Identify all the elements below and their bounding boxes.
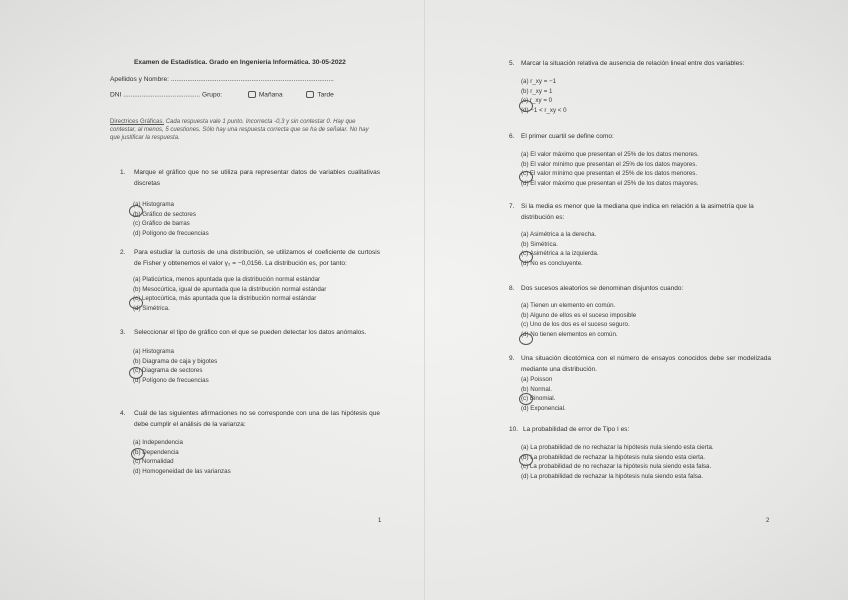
option-c[interactable]: (c) Normalidad xyxy=(133,458,174,466)
instructions-text: Cada respuesta vale 1 punto. Incorrecta -0,3 y sin contestar 0. Hay que contestar, al menos, 5 cuestiones. Sólo hay una respuesta correcta que se ha de señalar. No hay que justificar la respuesta. xyxy=(110,119,369,142)
question-number: 3. xyxy=(120,329,126,336)
option-d[interactable]: (d) Homogeneidad de las varianzas xyxy=(133,467,231,475)
option-c[interactable]: (c) r_xy = 0 xyxy=(521,97,553,105)
question-2 xyxy=(120,247,380,313)
option-b[interactable]: (b) Simétrica. xyxy=(521,240,558,248)
question-7 xyxy=(509,201,771,268)
option-c[interactable]: (c) Uno de los dos es el suceso seguro. xyxy=(521,321,630,329)
question-8 xyxy=(509,283,771,339)
afternoon-label: Tarde xyxy=(317,91,334,99)
question-text: Una situación dicotómica con el número de ensayos conocidos debe ser modelizada mediante una distribución. xyxy=(521,355,771,373)
option-a[interactable]: (a) Tienen un elemento en común. xyxy=(521,302,616,309)
answer-circle-q2 xyxy=(129,297,143,309)
morning-checkbox[interactable] xyxy=(248,91,256,98)
option-a[interactable]: (a) Platicúrtica, menos apuntada que la distribución normal estándar xyxy=(133,276,321,283)
option-b[interactable]: (b) r_xy = 1 xyxy=(521,87,553,95)
option-c[interactable]: (c) La probabilidad de no rechazar la hipótesis nula siendo esta falsa. xyxy=(521,463,712,471)
question-number: 1. xyxy=(120,169,126,176)
answer-circle-q4 xyxy=(131,448,145,460)
question-9 xyxy=(509,353,771,413)
answer-circle-q1 xyxy=(129,205,143,217)
question-number: 9. xyxy=(509,355,515,362)
question-number: 2. xyxy=(120,249,126,256)
option-d[interactable]: (d) Simétrica. xyxy=(133,304,170,312)
question-4 xyxy=(120,408,380,476)
exam-page-2 xyxy=(424,0,848,600)
option-a[interactable]: (a) Histograma xyxy=(133,201,174,208)
question-text: La probabilidad de error de Tipo I es: xyxy=(523,426,630,433)
dni-field-label: DNI .......................................... Grupo: xyxy=(110,91,223,99)
option-b[interactable]: (b) La probabilidad de rechazar la hipótesis nula siendo esta cierta. xyxy=(521,453,706,461)
option-a[interactable]: (a) Asimétrica a la derecha. xyxy=(521,231,597,238)
question-number: 6. xyxy=(509,133,515,140)
option-c[interactable]: (c) Diagrama de sectores xyxy=(133,367,203,375)
question-10 xyxy=(509,424,771,481)
question-text: Seleccionar el tipo de gráfico con el que se pueden detectar los datos anómalos. xyxy=(134,329,367,336)
question-text: Marque el gráfico que no se utiliza para representar datos de variables cualitativas discretas xyxy=(134,169,380,187)
option-d[interactable]: (d) No tienen elementos en común. xyxy=(521,330,618,338)
option-d[interactable]: (d) Polígono de frecuencias xyxy=(133,229,209,237)
question-text: Si la media es menor que la mediana que indica en relación a la asimetría que la distribución es: xyxy=(521,203,754,221)
answer-circle-q7 xyxy=(519,251,533,263)
answer-circle-q5 xyxy=(519,100,533,112)
question-number: 5. xyxy=(509,60,515,67)
option-d[interactable]: (d) Polígono de frecuencias xyxy=(133,376,209,384)
question-number: 10. xyxy=(509,426,519,433)
option-a[interactable]: (a) Histograma xyxy=(133,348,174,355)
question-3 xyxy=(120,327,380,385)
answer-circle-q8 xyxy=(519,333,533,345)
option-a[interactable]: (a) La probabilidad de no rechazar la hipótesis nula siendo esta cierta. xyxy=(521,444,714,451)
morning-label: Mañana xyxy=(258,91,283,99)
option-b[interactable]: (b) Alguno de ellos es el suceso imposible xyxy=(521,311,637,319)
option-d[interactable]: (d) No es concluyente. xyxy=(521,259,583,267)
question-1 xyxy=(120,167,380,238)
page-number: 1 xyxy=(378,518,382,524)
question-number: 7. xyxy=(509,203,515,210)
option-b[interactable]: (b) Diagrama de caja y bigotes xyxy=(133,357,218,365)
question-5 xyxy=(509,58,771,115)
question-6 xyxy=(509,131,771,188)
exam-title: Examen de Estadística. Grado en Ingeniería Informática. 30-05-2022 xyxy=(134,59,346,66)
option-b[interactable]: (b) Normal. xyxy=(521,385,552,393)
option-c[interactable]: (c) Binomial. xyxy=(521,395,556,403)
answer-circle-q10 xyxy=(519,454,533,466)
instructions xyxy=(110,118,378,143)
option-c[interactable]: (c) Gráfico de barras xyxy=(133,220,190,228)
question-number: 4. xyxy=(120,410,126,417)
option-b[interactable]: (b) Mesocúrtica, igual de apuntada que la distribución normal estándar xyxy=(133,285,327,293)
option-a[interactable]: (a) r_xy = −1 xyxy=(521,78,557,85)
option-d[interactable]: (d) −1 < r_xy < 0 xyxy=(521,106,567,114)
option-d[interactable]: (d) Exponencial. xyxy=(521,404,566,412)
option-d[interactable]: (d) El valor máximo que presentan el 25% de los datos mayores. xyxy=(521,179,699,187)
page-number: 2 xyxy=(766,518,770,524)
option-c[interactable]: (c) Asimétrica a la izquierda. xyxy=(521,250,599,258)
option-d[interactable]: (d) La probabilidad de rechazar la hipótesis nula siendo esta falsa. xyxy=(521,472,703,480)
answer-circle-q3 xyxy=(129,367,143,379)
option-a[interactable]: (a) Independencia xyxy=(133,439,183,446)
option-b[interactable]: (b) Dependencia xyxy=(133,448,179,456)
answer-circle-q9 xyxy=(519,393,533,405)
option-b[interactable]: (b) Gráfico de sectores xyxy=(133,210,196,218)
option-b[interactable]: (b) El valor mínimo que presentan el 25% de los datos mayores. xyxy=(521,160,698,168)
option-a[interactable]: (a) El valor máximo que presentan el 25% de los datos menores. xyxy=(521,151,699,158)
answer-circle-q6 xyxy=(519,171,533,183)
question-number: 8. xyxy=(509,285,515,292)
option-a[interactable]: (a) Poisson xyxy=(521,376,553,383)
question-text: El primer cuartil se define como: xyxy=(521,133,614,140)
option-c[interactable]: (c) Leptocúrtica, más apuntada que la distribución normal estándar xyxy=(133,295,317,303)
question-text: Marcar la situación relativa de ausencia de relación lineal entre dos variables: xyxy=(521,60,745,67)
question-text: Cuál de las siguientes afirmaciones no se corresponde con una de las hipótesis que debe cumplir el análisis de la varianza: xyxy=(134,410,380,428)
question-text: Dos sucesos aleatorios se denominan disjuntos cuando: xyxy=(521,285,684,292)
name-field-label: Apellidos y Nombre: ......................................................................................... xyxy=(110,76,334,83)
question-text: Para estudiar la curtosis de una distribución, se utilizamos el coeficiente de curtosis de Fisher y obtenemos el valor γ₂ = −0,0156. La distribución es, por tanto: xyxy=(134,249,380,267)
option-c[interactable]: (c) El valor mínimo que presentan el 25% de los datos menores. xyxy=(521,170,698,178)
afternoon-checkbox[interactable] xyxy=(306,91,314,98)
instructions-title: Directrices Gráficas. xyxy=(110,119,165,125)
dni-group-row xyxy=(110,91,334,98)
